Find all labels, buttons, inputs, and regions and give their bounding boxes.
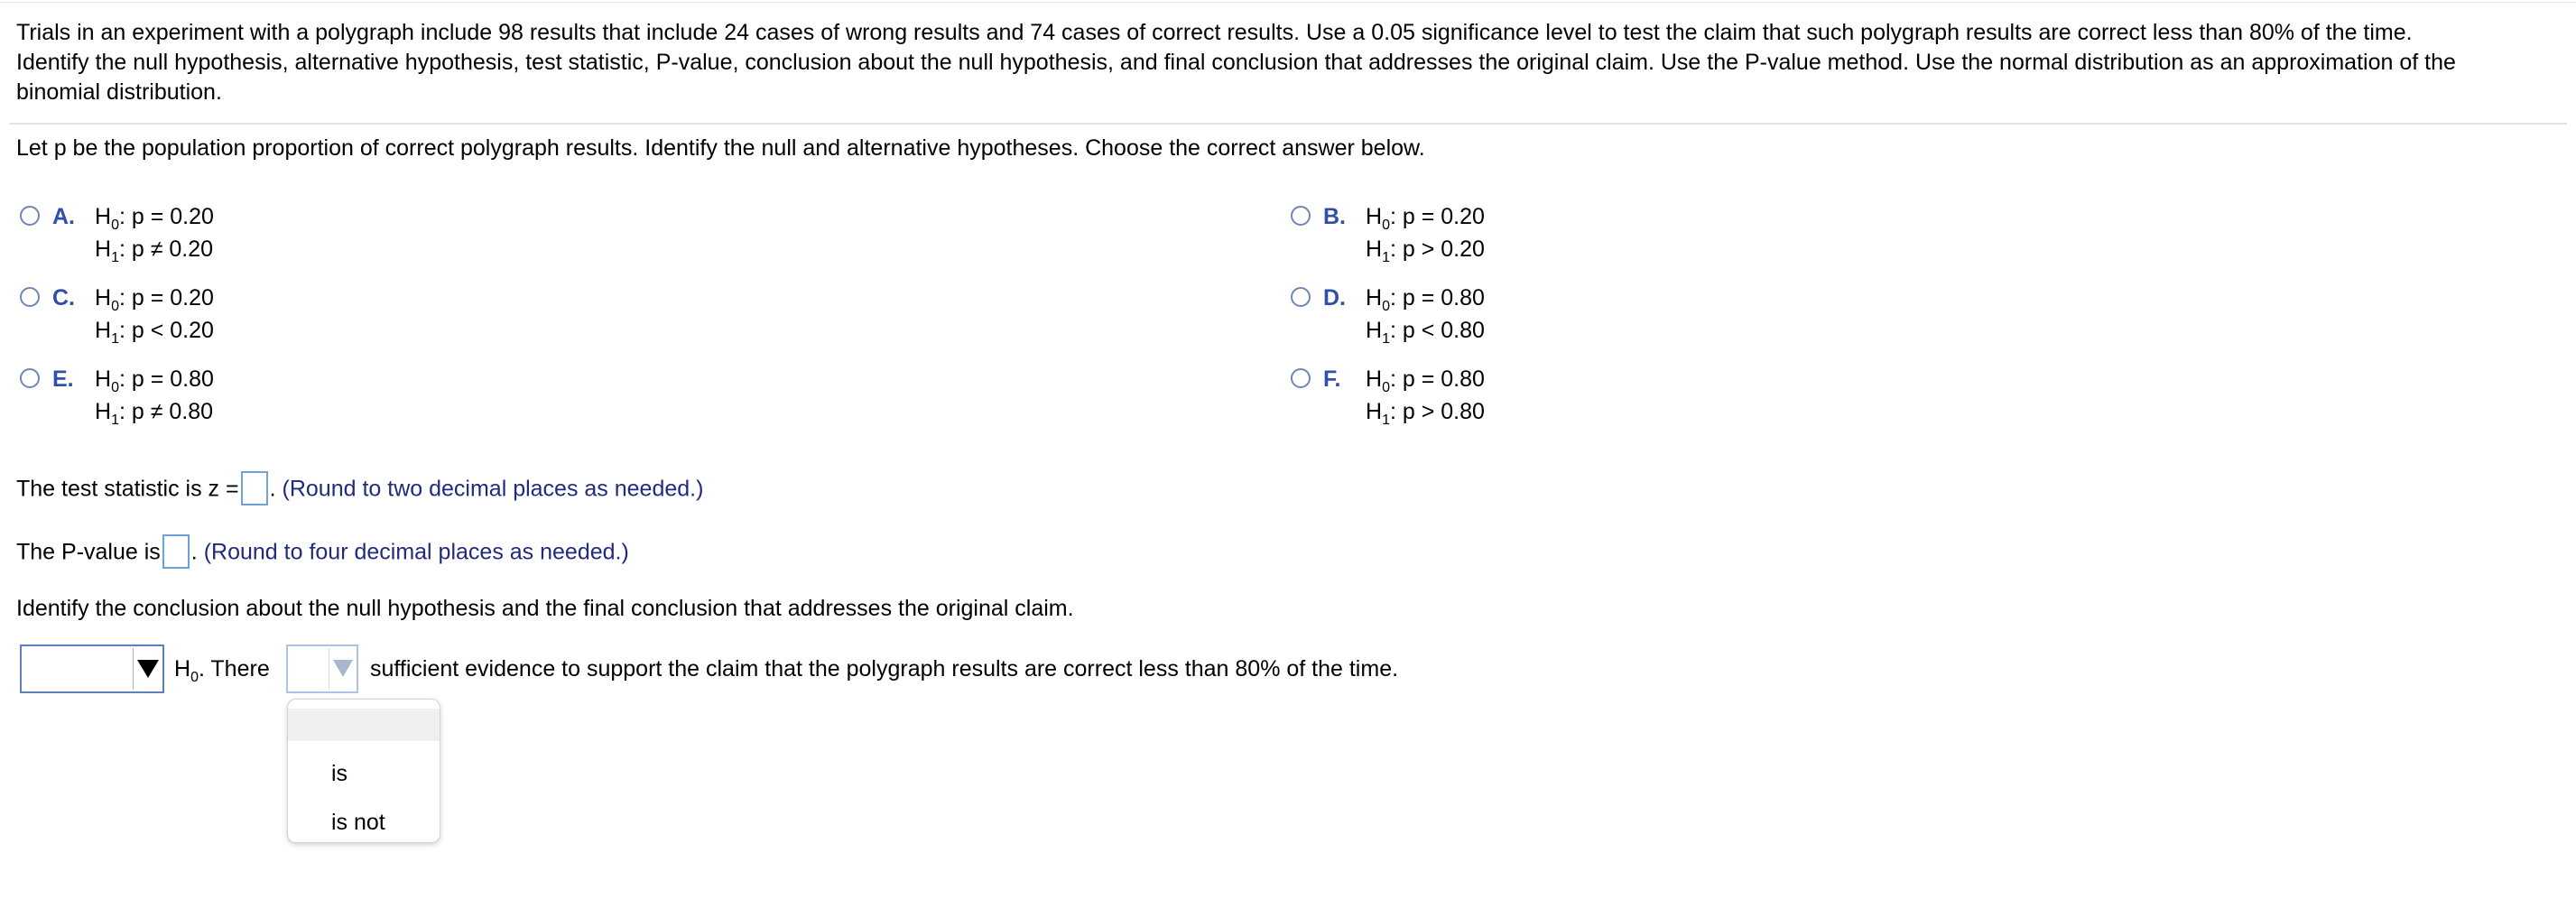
null-hypothesis: $H_0$: p = 0.80 [1366, 366, 1485, 395]
select-separator [133, 648, 134, 690]
evidence-select[interactable] [286, 644, 358, 693]
alt-hypothesis: $H_1$: p < 0.80 [1366, 318, 1485, 347]
question-line-1: Trials in an experiment with a polygraph include 98 results that include 24 cases of wrong results and 74 cases of correct results. Use a 0.05 significance level to test the claim that such polygraph results are correct less than 80% of the time. [16, 20, 2413, 45]
conclusion-sentence: sufficient evidence to support the claim that the polygraph results are correct less than 80% of the time. [370, 656, 1399, 682]
radio-button-b[interactable] [1291, 206, 1311, 226]
question-line-2: Identify the null hypothesis, alternative hypothesis, test statistic, P-value, conclusion about the null hypothesis, and final conclusion that addresses the original claim. Use the P-value method. Use the normal distribution as an approximation of the [16, 50, 2456, 75]
p-value-input[interactable] [162, 534, 190, 569]
choice-letter: C. [52, 285, 75, 311]
dropdown-option-is-not[interactable]: is not [331, 810, 385, 835]
test-statistic-label: The test statistic is z = [16, 476, 239, 502]
null-hypothesis: $H_0$: p = 0.20 [95, 285, 214, 314]
radio-button-e[interactable] [20, 368, 40, 388]
choice-b[interactable] [1291, 200, 1742, 273]
p-value-hint: (Round to four decimal places as needed.) [203, 539, 629, 565]
choice-letter: D. [1323, 285, 1346, 311]
question-line-3: binomial distribution. [16, 79, 222, 105]
p-value-label: The P-value is [16, 539, 161, 565]
dropdown-option-is[interactable]: is [331, 761, 348, 786]
radio-button-a[interactable] [20, 206, 40, 226]
null-hypothesis: $H_0$: p = 0.80 [1366, 285, 1485, 314]
choice-e[interactable] [20, 363, 471, 435]
question-text [16, 18, 2553, 107]
radio-button-d[interactable] [1291, 287, 1311, 307]
choice-a[interactable] [20, 200, 471, 273]
p-value-line: The P-value is . (Round to four decimal places as needed.) [16, 536, 629, 570]
alt-hypothesis: $H_1$: p > 0.80 [1366, 399, 1485, 428]
test-statistic-line: The test statistic is z = . (Round to two decimal places as needed.) [16, 473, 703, 507]
radio-button-f[interactable] [1291, 368, 1311, 388]
test-statistic-hint: (Round to two decimal places as needed.) [282, 476, 704, 502]
top-rule [0, 2, 2576, 3]
alt-hypothesis: $H_1$: p > 0.20 [1366, 236, 1485, 265]
alt-hypothesis: $H_1$: p < 0.20 [95, 318, 214, 347]
choice-letter: E. [52, 366, 74, 392]
choice-letter: A. [52, 204, 75, 229]
hypotheses-prompt: Let p be the population proportion of correct polygraph results. Identify the null and alternative hypotheses. Choose the correct answer below. [16, 135, 1425, 161]
null-hypothesis: $H_0$: p = 0.20 [95, 204, 214, 233]
alt-hypothesis: $H_1$: p ≠ 0.80 [95, 399, 214, 428]
choice-d[interactable] [1291, 282, 1742, 354]
chevron-down-icon[interactable] [333, 660, 353, 677]
conclusion-prompt: Identify the conclusion about the null hypothesis and the final conclusion that addresses the original claim. [16, 596, 1074, 621]
null-hypothesis: $H_0$: p = 0.20 [1366, 204, 1485, 233]
dropdown-option-blank[interactable] [288, 709, 440, 741]
choice-letter: F. [1323, 366, 1341, 392]
choice-f[interactable] [1291, 363, 1742, 435]
null-decision-select[interactable] [20, 644, 164, 693]
null-hypothesis: $H_0$: p = 0.80 [95, 366, 214, 395]
alt-hypothesis: $H_1$: p ≠ 0.20 [95, 236, 214, 265]
test-statistic-input[interactable] [241, 471, 268, 505]
evidence-dropdown-menu [287, 699, 440, 843]
choice-c[interactable] [20, 282, 471, 354]
radio-button-c[interactable] [20, 287, 40, 307]
choice-letter: B. [1323, 204, 1346, 229]
h0-label: $H_0$. There [174, 656, 270, 685]
divider [9, 123, 2567, 125]
chevron-down-icon[interactable] [137, 660, 159, 678]
